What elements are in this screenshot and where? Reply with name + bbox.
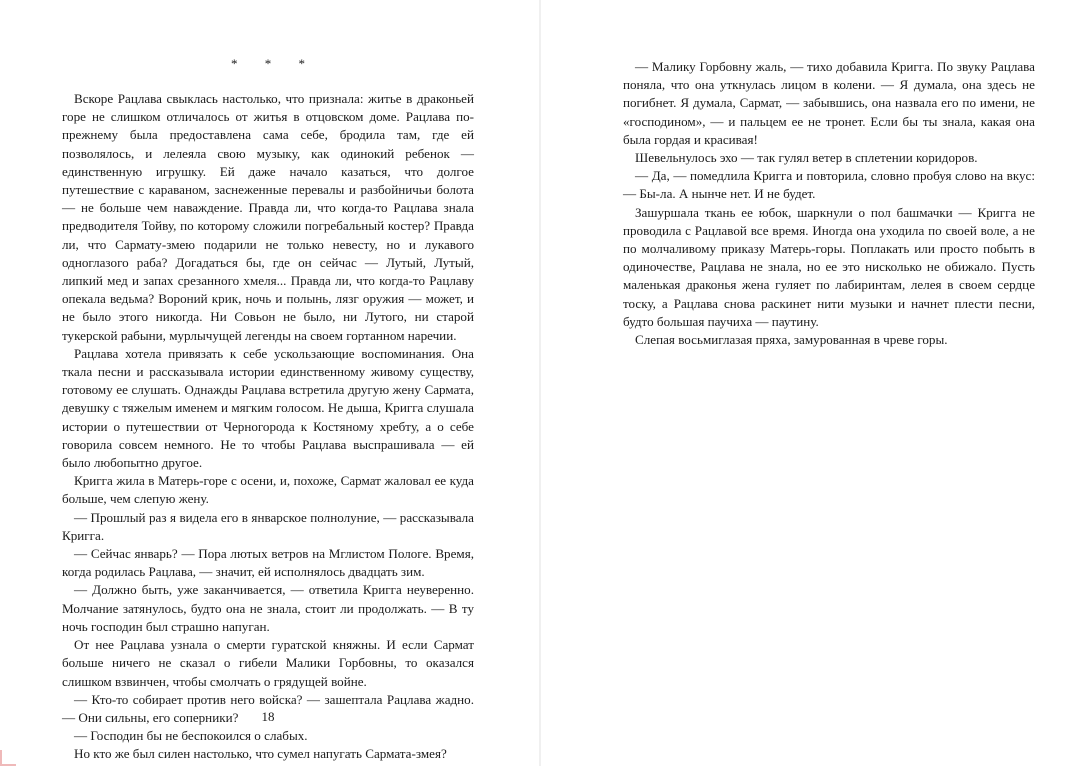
paragraph: Вскоре Рацлава свыклась настолько, что признала: житье в драконьей горе не слишком отличалось от житья в отцовском доме. Рацлава по-прежнему была предоставлена сама себе, бродила там, где ей позволялось, и лелеяла свою музыку, как одинокий ребенок — единственную игрушку. Ей даже начало казаться, что долгое путешествие с караваном, заснеженные перевалы и разбойничьи болота — не больше чем наваждение. Правда ли, что когда-то Рацлава знала предводителя Тойву, по которому сложили погребальный костер? Правда ли, что Сармату-змею подарили не только невесту, но и лукавого одноглазого раба? Догадаться бы, где он сейчас — Лутый, Лутый, липкий мед и запах срезанного хмеля... Правда ли, что когда-то Рацлаву опекала ведьма? Вороний крик, ночь и полынь, лязг оружия — может, и не было этого никогда. Ни Совьон не было, ни Лутого, ни старой тукерской рабыни, мурлычущей легенды на своем гортанном наречии.	[62, 91, 474, 343]
right-page-text	[623, 58, 1035, 349]
corner-crop-mark	[0, 750, 16, 766]
paragraph: Но кто же был силен настолько, что сумел напугать Сармата-змея?	[74, 746, 447, 762]
paragraph: Зашуршала ткань ее юбок, шаркнули о пол башмачки — Кригга не проводила с Рацлавой все время. Иногда она уходила по своей воле, а не по молчаливому приказу Матерь-горы. Поплакать или просто побыть в одиночестве, Рацлава не знала, но ее это нисколько не обижало. Пусть маленькая драконья жена гуляет по лабиринтам, лелея в своем сердце тоску, а Рацлава снова раскинет нити музыки и начнет плести песни, будто большая паучиха — паутину.	[623, 204, 1035, 329]
paragraph: Кригга жила в Матерь-горе с осени, и, похоже, Сармат жаловал ее куда больше, чем слепую жену.	[62, 473, 474, 507]
section-divider: * * *	[231, 56, 305, 71]
page-number: 18	[261, 709, 275, 724]
right-page	[540, 0, 1080, 766]
left-page-text	[62, 90, 474, 764]
paragraph: — Да, — помедлила Кригга и повторила, словно пробуя слово на вкус: — Бы-ла. А нынче нет. И не будет.	[623, 168, 1035, 202]
paragraph: — Должно быть, уже заканчивается, — ответила Кригга неуверенно. Молчание затянулось, будто она не знала, стоит ли продолжать. — В ту ночь господин был страшно напуган.	[62, 582, 474, 634]
paragraph: Рацлава хотела привязать к себе ускользающие воспоминания. Она ткала песни и рассказывала истории единственному живому существу, готовому ее слушать. Однажды Рацлава встретила другую жену Сармата, девушку с тяжелым именем и мягким голосом. Не дыша, Кригга слушала истории о путешествии от Черногорода к Костяному хребту, а о себе говорила совсем немного. Не то чтобы Рацлава выспрашивала — ей было любопытно другое.	[62, 345, 474, 471]
paragraph: — Малику Горбовну жаль, — тихо добавила Кригга. По звуку Рацлава поняла, что она уткнулась лицом в колени. — Я думала, она здесь не погибнет. Я думала, Сармат, — забывшись, она назвала его по имени, не «господином», — и пальцем ее не тронет. Если бы ты знала, какая она была гордая и красивая!	[623, 59, 1035, 147]
paragraph: — Сейчас январь? — Пора лютых ветров на Мглистом Пологе. Время, когда родилась Рацлава, — значит, ей исполнялось двадцать зим.	[62, 546, 474, 580]
paragraph: — Господин бы не беспокоился о слабых.	[74, 728, 308, 744]
paragraph: — Прошлый раз я видела его в январское полнолуние, — рассказывала Кригга.	[62, 509, 474, 543]
paragraph: Шевельнулось эхо — так гулял ветер в сплетении коридоров.	[635, 150, 978, 166]
paragraph: Слепая восьмиглазая пряха, замурованная в чреве горы.	[635, 332, 948, 348]
paragraph: — Кто-то собирает против него войска? — зашептала Рацлава жадно. — Они сильны, его соперники?	[62, 691, 474, 725]
paragraph: От нее Рацлава узнала о смерти гуратской княжны. И если Сармат больше ничего не сказал о гибели Малики Горбовны, то оказался слишком взвинчен, чтобы смолчать о грядущей войне.	[62, 637, 474, 689]
